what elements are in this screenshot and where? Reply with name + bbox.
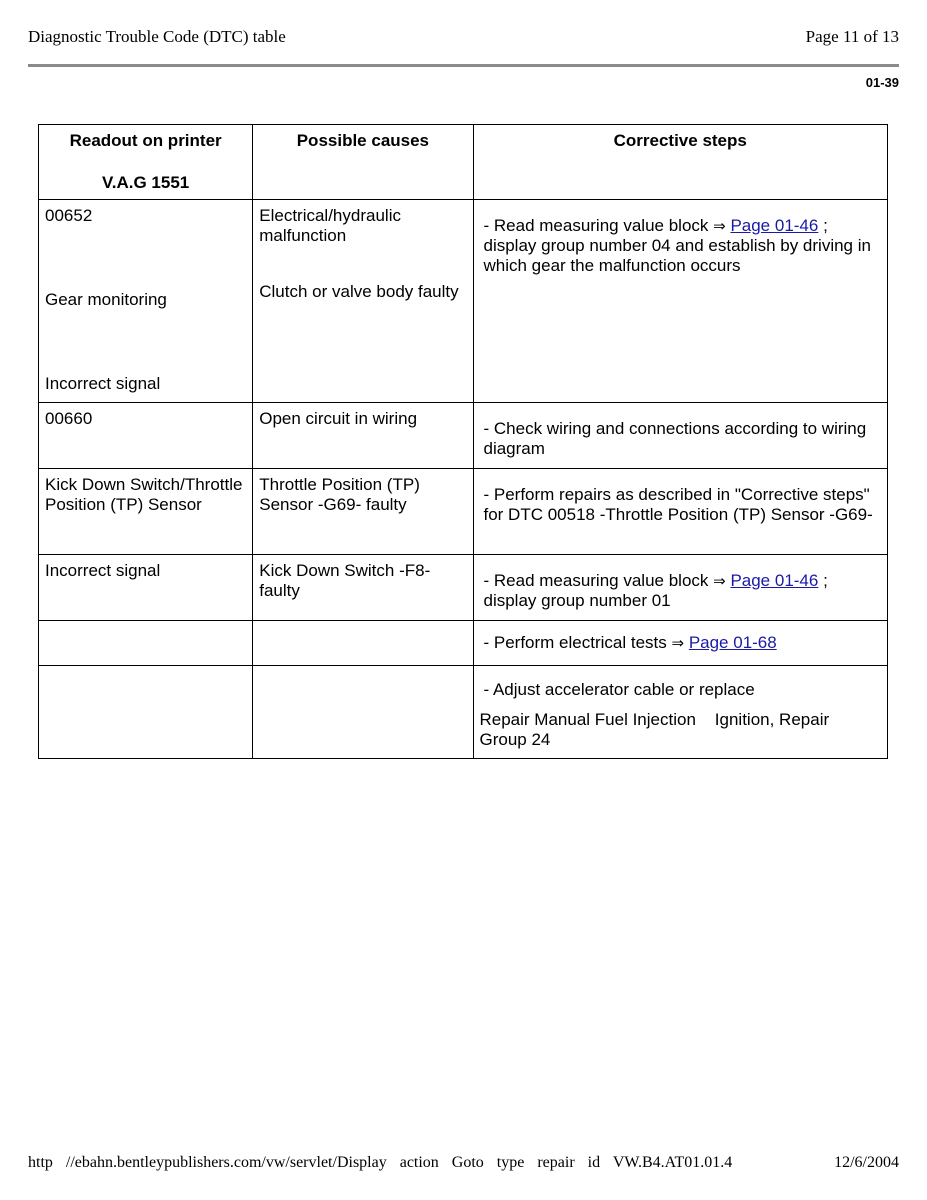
table-row bbox=[39, 621, 888, 666]
header-divider bbox=[28, 64, 899, 67]
readout-cell bbox=[39, 555, 253, 621]
cause-text: Clutch or valve body faulty bbox=[259, 282, 459, 301]
step-text: - Perform repairs as described in "Corrective steps" for DTC 00518 -Throttle Position (TP) Sensor -G69- bbox=[483, 485, 873, 524]
causes-cell bbox=[253, 200, 473, 403]
causes-cell bbox=[253, 403, 473, 469]
section-number: 01-39 bbox=[865, 75, 899, 90]
steps-cell bbox=[473, 469, 888, 555]
readout-cell bbox=[39, 469, 253, 555]
arrow-right-icon: ⇒ bbox=[713, 572, 726, 590]
header-readout bbox=[39, 125, 253, 200]
dtc-code: 00652 bbox=[45, 206, 93, 225]
readout-cell bbox=[39, 666, 253, 759]
step-text: - Adjust accelerator cable or replace bbox=[483, 680, 755, 699]
readout-text: Incorrect signal bbox=[45, 561, 161, 580]
table-header-row bbox=[39, 125, 888, 200]
step-text: - Perform electrical tests bbox=[483, 633, 672, 652]
readout-cell bbox=[39, 403, 253, 469]
readout-cell bbox=[39, 200, 253, 403]
steps-cell bbox=[473, 555, 888, 621]
arrow-right-icon: ⇒ bbox=[671, 634, 685, 652]
repair-manual-reference: Repair Manual Fuel Injection Ignition, Repair Group 24 bbox=[479, 710, 834, 749]
step-text: ; display group number 01 bbox=[483, 571, 828, 610]
step-text: - Read measuring value block bbox=[483, 216, 714, 235]
page-header-title: Diagnostic Trouble Code (DTC) table bbox=[28, 27, 286, 46]
causes-cell bbox=[253, 469, 473, 555]
arrow-right-icon: ⇒ bbox=[713, 217, 726, 235]
cause-text: Electrical/hydraulic malfunction bbox=[259, 206, 401, 245]
header-causes: Possible causes bbox=[253, 125, 473, 200]
page-link-01-68[interactable]: Page 01-68 bbox=[688, 633, 777, 652]
dtc-table bbox=[38, 124, 888, 759]
step-text: - Check wiring and connections according to wiring diagram bbox=[483, 419, 867, 458]
page-link-01-46[interactable]: Page 01-46 bbox=[730, 571, 819, 590]
step-text: ; display group number 04 and establish by driving in which gear the malfunction occurs bbox=[483, 216, 871, 275]
cause-text: Throttle Position (TP) Sensor -G69- faulty bbox=[259, 475, 420, 514]
table-row bbox=[39, 403, 888, 469]
table-row bbox=[39, 666, 888, 759]
table-row bbox=[39, 555, 888, 621]
cause-text: Open circuit in wiring bbox=[259, 409, 418, 428]
header-steps: Corrective steps bbox=[473, 125, 888, 200]
steps-cell bbox=[473, 200, 888, 403]
readout-text: Kick Down Switch/Throttle Position (TP) Sensor bbox=[45, 475, 243, 514]
page-link-01-46[interactable]: Page 01-46 bbox=[730, 216, 819, 235]
steps-cell bbox=[473, 621, 888, 666]
readout-text: Incorrect signal bbox=[45, 374, 161, 393]
steps-cell bbox=[473, 666, 888, 759]
readout-text: Gear monitoring bbox=[45, 290, 167, 309]
cause-text: Kick Down Switch -F8- faulty bbox=[259, 561, 431, 600]
table-row bbox=[39, 469, 888, 555]
footer-date: 12/6/2004 bbox=[834, 1154, 899, 1171]
header-readout-line1: Readout on printer bbox=[69, 131, 222, 150]
dtc-code: 00660 bbox=[45, 409, 93, 428]
readout-cell bbox=[39, 621, 253, 666]
footer-url: http //ebahn.bentleypublishers.com/vw/servlet/Display action Goto type repair id VW.B4.AT01.01.4 bbox=[28, 1154, 733, 1171]
step-text: - Read measuring value block bbox=[483, 571, 714, 590]
causes-cell bbox=[253, 666, 473, 759]
causes-cell bbox=[253, 555, 473, 621]
table-row bbox=[39, 200, 888, 403]
steps-cell bbox=[473, 403, 888, 469]
header-readout-line2: V.A.G 1551 bbox=[101, 173, 190, 192]
page-number: Page 11 of 13 bbox=[805, 27, 899, 46]
causes-cell bbox=[253, 621, 473, 666]
